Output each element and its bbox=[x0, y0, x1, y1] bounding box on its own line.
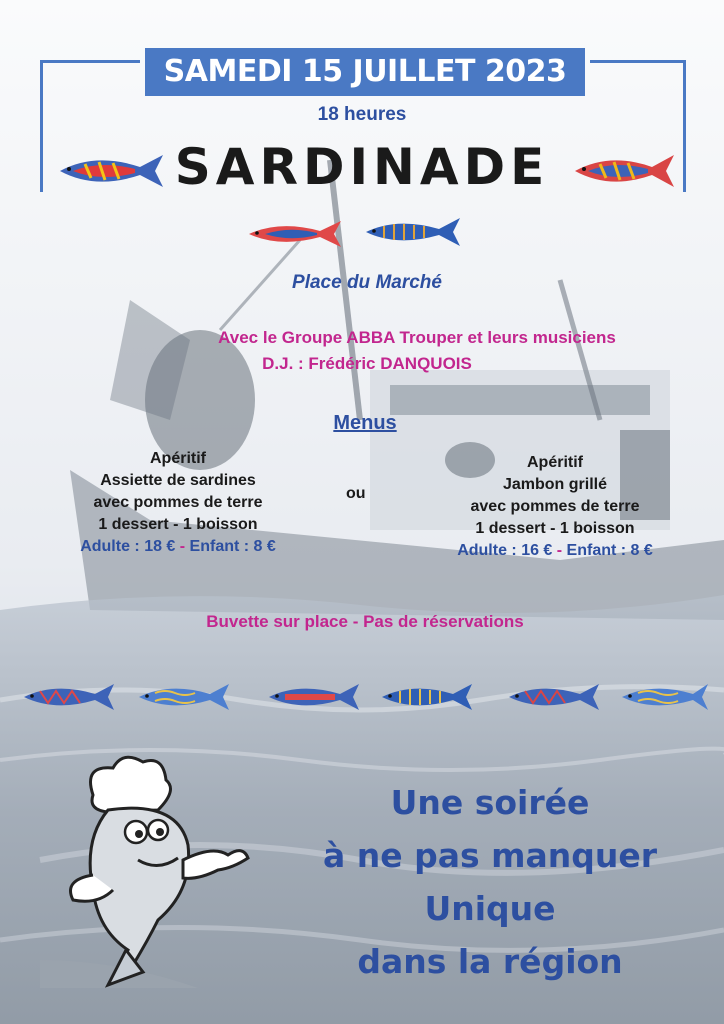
event-time: 18 heures bbox=[317, 104, 407, 125]
slogan-line: dans la région bbox=[357, 942, 623, 981]
frame-line bbox=[40, 60, 140, 63]
fish-icon bbox=[570, 150, 680, 192]
menu-right bbox=[405, 452, 705, 562]
menu-line: avec pommes de terre bbox=[470, 498, 640, 515]
menu-line: Assiette de sardines bbox=[100, 472, 256, 489]
menu-price bbox=[28, 536, 328, 558]
menu-line: 1 dessert - 1 boisson bbox=[98, 516, 258, 533]
frame-line bbox=[590, 60, 686, 63]
child-price: 8 € bbox=[253, 538, 276, 555]
fish-icon bbox=[139, 684, 229, 710]
event-place: Place du Marché bbox=[292, 272, 442, 293]
menu-separator: ou bbox=[346, 485, 366, 502]
fish-icon bbox=[509, 684, 599, 710]
fish-icon bbox=[245, 218, 347, 250]
slogan-line: à ne pas manquer bbox=[322, 836, 658, 875]
fish-icon bbox=[362, 215, 466, 249]
menu-line: 1 dessert - 1 boisson bbox=[475, 520, 635, 537]
menu-line: Apéritif bbox=[527, 454, 583, 471]
event-band: Avec le Groupe ABBA Trouper et leurs musiciens bbox=[218, 328, 616, 347]
child-label: Enfant : bbox=[566, 542, 631, 559]
menu-price bbox=[405, 540, 705, 562]
fish-icon bbox=[622, 684, 708, 710]
slogan-line: Unique bbox=[424, 889, 556, 928]
menu-left bbox=[28, 448, 328, 558]
menu-line: Apéritif bbox=[150, 450, 206, 467]
price-separator: - bbox=[175, 538, 190, 555]
child-label: Enfant : bbox=[189, 538, 254, 555]
event-dj: D.J. : Frédéric DANQUOIS bbox=[262, 354, 472, 373]
adult-label: Adulte : bbox=[457, 542, 522, 559]
notice-text: Buvette sur place - Pas de réservations bbox=[206, 612, 524, 631]
child-price: 8 € bbox=[630, 542, 653, 559]
fish-row bbox=[20, 676, 710, 718]
page-title: SARDINADE bbox=[174, 138, 550, 196]
adult-price: 18 € bbox=[144, 538, 176, 555]
slogan-line: Une soirée bbox=[390, 783, 590, 822]
fish-icon bbox=[269, 684, 359, 710]
chef-fish-mascot-icon bbox=[38, 750, 268, 990]
fish-icon bbox=[24, 684, 114, 710]
price-separator: - bbox=[552, 542, 567, 559]
event-date: SAMEDI 15 JUILLET 2023 bbox=[145, 48, 585, 96]
fish-icon bbox=[55, 150, 170, 192]
adult-price: 16 € bbox=[521, 542, 553, 559]
menu-line: Jambon grillé bbox=[502, 476, 608, 493]
slogan bbox=[300, 776, 680, 988]
menus-title: Menus bbox=[333, 412, 397, 434]
fish-icon bbox=[382, 684, 472, 710]
adult-label: Adulte : bbox=[80, 538, 145, 555]
menu-line: avec pommes de terre bbox=[93, 494, 263, 511]
